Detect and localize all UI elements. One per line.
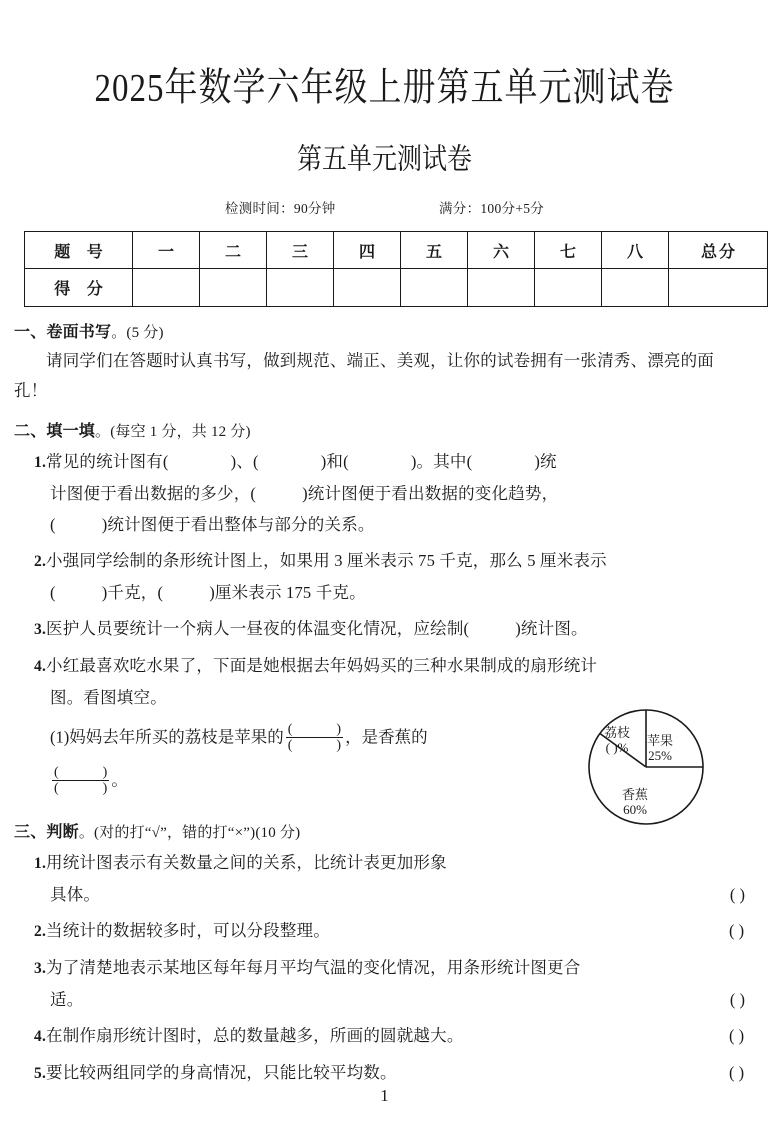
col-header-8: 八 [602,232,669,269]
pie-label-apple-value: 25% [648,748,672,763]
page-title: 2025年数学六年级上册第五单元测试卷 [94,67,675,110]
q1-text-2: )、( [230,452,259,471]
score-cell-7[interactable] [535,269,602,307]
section-three-points: 。(对的打“√”，错的打“×”)(10 分) [78,825,301,841]
fruit-pie-chart [586,703,718,835]
q4-sub1-text-b: ，是香蕉的 [345,727,428,747]
score-cell-5[interactable] [401,269,468,307]
q3-text-b: )统计图。 [515,619,588,638]
score-cell-1[interactable] [133,269,200,307]
fill-question-1 [14,446,747,540]
judge-text-3: 为了清楚地表示某地区每年每月平均气温的变化情况，用条形统计图更合 [46,958,581,977]
judge-text-4: 在制作扇形统计图时，总的数量越多，所画的圆就越大。 [46,1026,464,1045]
score-cell-8[interactable] [602,269,669,307]
frac1-open-bot: ( [287,738,293,753]
pie-label-lychee-name: 荔枝 [604,725,631,740]
exam-time: 检测时间：90分钟 [224,201,336,216]
q1-line2-text-a: 计图便于看出数据的多少，( [50,484,257,503]
section-two-points: 。(每空 1 分，共 12 分) [95,424,251,440]
q1-text-1: 常见的统计图有( [46,452,169,471]
q4-sub1-text-a: (1)妈妈去年所买的荔枝是苹果的 [50,727,284,747]
q1-line2-text-b: )统计图便于看出数据的变化趋势， [302,484,559,503]
judge-question-5: 5.要比较两组同学的身高情况，只能比较平均数。 ( ) [34,1063,745,1082]
judge-1-line-2 [50,879,747,910]
frac2-open-top: ( [54,765,59,780]
q1-text-5: )统 [534,452,557,471]
judge-text-5: 要比较两组同学的身高情况，只能比较平均数。 [46,1063,397,1082]
judge-question-1 [14,847,747,910]
fill-question-2 [14,545,747,608]
exam-meta [0,197,769,217]
judge-text-1-cont: 具体。 [50,885,101,904]
pie-label-lychee-value[interactable]: ( )% [605,740,629,755]
judge-number-2: 2. [34,923,47,940]
q1-text-4: )。其中( [410,452,473,471]
frac1-close-bot: ) [336,738,342,753]
pie-label-banana-value: 60% [623,802,647,817]
q1-text-3: )和( [320,452,349,471]
frac1-open-top: ( [287,722,293,737]
q2-line2-text-a: ( [50,583,56,602]
pie-chart-svg [586,703,718,835]
row-label-score: 得 分 [25,269,133,307]
judge-text-2: 当统计的数据较多时，可以分段整理。 [46,921,330,940]
col-header-1: 一 [133,232,200,269]
q4-line2-text: 图。看图填空。 [50,688,167,707]
table-row-header [25,232,768,269]
fraction-numerator-1[interactable] [286,722,343,737]
section-one-points: 。(5 分) [111,325,164,341]
fraction-denominator-2[interactable] [52,781,109,796]
col-header-6: 六 [468,232,535,269]
fraction-blank-2[interactable] [52,765,109,796]
q1-line-2 [50,478,747,509]
col-header-4: 四 [334,232,401,269]
frac2-close-bot: ) [102,781,108,796]
section-heading-two [14,418,747,441]
q1-line3-text-a: ( [50,515,56,534]
judge-number-4: 4. [34,1028,47,1045]
judge-question-4: 4.在制作扇形统计图时，总的数量越多，所画的圆就越大。 ( ) [34,1026,745,1045]
q2-line2-text-c: )厘米表示 175 千克。 [209,583,366,602]
judge-answer-bracket-1[interactable]: ( ) [729,885,745,904]
judge-text-1: 用统计图表示有关数量之间的关系，比统计表更加形象 [46,853,447,872]
table-row-scores [25,269,768,307]
judge-number-1: 1. [34,855,47,872]
score-cell-total[interactable] [669,269,768,307]
score-table [24,231,768,307]
section-two-title: 二、填一填 [14,423,96,440]
page-subtitle: 第五单元测试卷 [296,144,472,176]
frac2-close-top: ) [102,765,108,780]
pie-label-apple-name: 苹果 [647,733,674,748]
fraction-denominator-1[interactable] [286,738,343,753]
question-number-3: 3. [34,621,47,638]
q1-line-3 [50,509,747,540]
score-cell-2[interactable] [200,269,267,307]
judge-text-3-cont: 适。 [50,990,84,1009]
col-header-7: 七 [535,232,602,269]
q2-line2-text-b: )千克，( [101,583,164,602]
pie-label-lychee [604,725,630,755]
exam-full-score: 满分：100分+5分 [438,201,545,216]
score-cell-3[interactable] [267,269,334,307]
section-three-title: 三、判断 [14,824,79,841]
q4-sub1-period: 。 [111,770,128,790]
section-one-title: 一、卷面书写 [14,324,112,341]
fraction-numerator-2[interactable] [52,765,109,780]
q1-line3-text-b: )统计图便于看出整体与部分的关系。 [101,515,375,534]
q2-line-1: 小强同学绘制的条形统计图上，如果用 3 厘米表示 75 千克，那么 5 厘米表示 [46,551,607,570]
q3-text-a: 医护人员要统计一个病人一昼夜的体温变化情况，应绘制( [46,619,470,638]
frac2-open-bot: ( [54,781,59,796]
judge-3-line-2 [50,984,747,1015]
q2-line-2 [50,577,747,608]
question-number-4: 4. [34,658,47,675]
col-header-total: 总分 [669,232,768,269]
fill-question-3 [14,613,747,645]
score-cell-4[interactable] [334,269,401,307]
col-header-5: 五 [401,232,468,269]
q4-line-1: 小红最喜欢吃水果了，下面是她根据去年妈妈买的三种水果制成的扇形统计 [46,656,598,675]
judge-number-3: 3. [34,960,47,977]
page-number: 1 [380,1086,389,1105]
col-header-2: 二 [200,232,267,269]
frac1-close-top: ) [336,722,342,737]
score-table-wrapper [0,217,769,307]
judge-question-2: 2.当统计的数据较多时，可以分段整理。 ( ) [34,921,745,940]
pie-label-banana-name: 香蕉 [622,787,649,802]
section-heading-one [14,319,747,342]
fraction-blank-1[interactable] [286,722,343,753]
question-number-1: 1. [34,454,47,471]
question-number-2: 2. [34,553,47,570]
col-header-3: 三 [267,232,334,269]
row-label-question-number: 题 号 [25,232,133,269]
section-one-body: 请同学们在答题时认真书写，做到规范、端正、美观，让你的试卷拥有一张清秀、漂亮的面孔！ [14,351,714,400]
judge-number-5: 5. [34,1065,47,1082]
pie-label-banana [622,787,648,817]
pie-label-apple [647,733,673,763]
score-cell-6[interactable] [468,269,535,307]
judge-question-3 [14,952,747,1015]
judge-answer-bracket-3[interactable]: ( ) [729,990,745,1009]
